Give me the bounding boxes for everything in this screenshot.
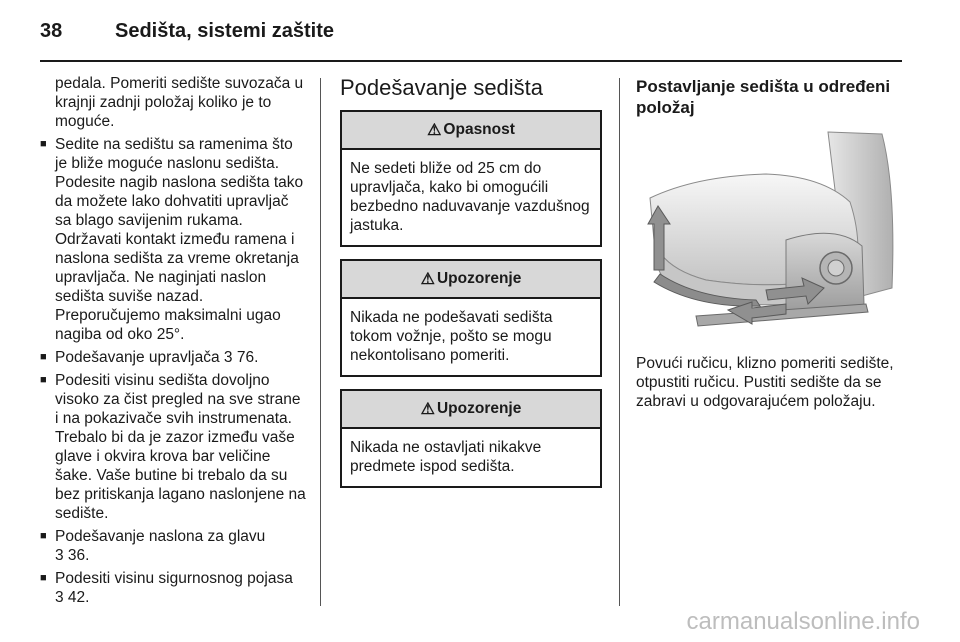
list-item-text: Podesiti visinu sigurnosnog pojasa [55,570,293,587]
list-item [40,348,306,367]
seat-illustration [636,128,900,340]
list-item [40,569,306,607]
notice-heading: Opasnost [443,121,515,138]
warning-triangle-icon: ⚠ [420,271,435,288]
notice-warning [340,389,602,488]
page-reference-link[interactable]: 3 76. [223,349,259,366]
bullet-icon: ■ [40,572,47,584]
notice-heading: Upozorenje [436,270,522,287]
list-item [40,371,306,523]
list-item [40,527,306,565]
notice-warning [340,259,602,377]
header-rule [40,60,902,62]
notice-header [342,112,600,150]
list-item [40,135,306,344]
watermark: carmanualsonline.info [686,608,920,635]
list-item-text: Podešavanje naslona za glavu [55,528,266,545]
column-right [636,76,906,427]
bullet-icon: ■ [40,351,47,363]
recline-knob-center [828,260,844,276]
instruction-list [40,135,306,607]
notice-heading: Upozorenje [436,400,522,417]
notice-body: Ne sedeti bliže od 25 cm do upravljača, kako bi omogućili bezbedno naduvavanje vazdušnog jastuka. [350,160,590,234]
notice-body: Nikada ne podešavati sedišta tokom vožnje, pošto se mogu nekontolisano pomeriti. [350,309,553,364]
list-item-text: Podesiti visinu sedišta dovoljno visoko za čist pregled na sve strane i na pokazivače svih instrumenata. Trebalo bi da je zazor između vaše glave i okvira krova bar veličine šake. Vaše butine bi trebalo da su bez pritiskanja lagano naslonjene na sedište. [55,372,306,522]
intro-paragraph: pedala. Pomeriti sedište suvozača u krajnji zadnji položaj koliko je to moguće. [55,75,304,130]
bullet-icon: ■ [40,530,47,542]
section-title: Podešavanje sedišta [340,75,544,100]
notice-danger [340,110,602,247]
warning-triangle-icon: ⚠ [420,401,435,418]
page-reference-link[interactable]: 3 36. [55,547,90,564]
warning-triangle-icon: ⚠ [427,122,442,139]
column-divider-left [320,78,321,606]
page-number: 38 [40,20,63,42]
list-item-text: Podešavanje upravljača [55,349,220,366]
bullet-icon: ■ [40,374,47,386]
notice-body: Nikada ne ostavljati nikakve predmete ispod sedišta. [350,439,542,475]
bullet-icon: ■ [40,138,47,150]
figure-caption: Povući ručicu, klizno pomeriti sedište, otpustiti ručicu. Pustiti sedište da se zabravi u odgovarajućem položaju. [636,355,894,410]
column-divider-right [619,78,620,606]
notice-header [342,391,600,429]
column-middle [340,74,602,500]
page-title: Sedišta, sistemi zaštite [115,20,334,42]
page-reference-link[interactable]: 3 42. [55,589,90,606]
column-left [40,74,306,607]
notice-header [342,261,600,299]
list-item-text: Sedite na sedištu sa ramenima što je bliže moguće naslonu sedišta. Podesite nagib naslona sedišta tako da možete lako dohvatiti upravljač sa blago savijenim rukama. Održavati kontakt između ramena i naslona sedišta za vreme okretanja upravljača. Ne naginjati naslon sedišta suviše nazad. Preporučujemo maksimalni ugao nagiba od oko 25°. [55,136,304,343]
subsection-title: Postavljanje sedišta u određeni položaj [636,77,891,117]
